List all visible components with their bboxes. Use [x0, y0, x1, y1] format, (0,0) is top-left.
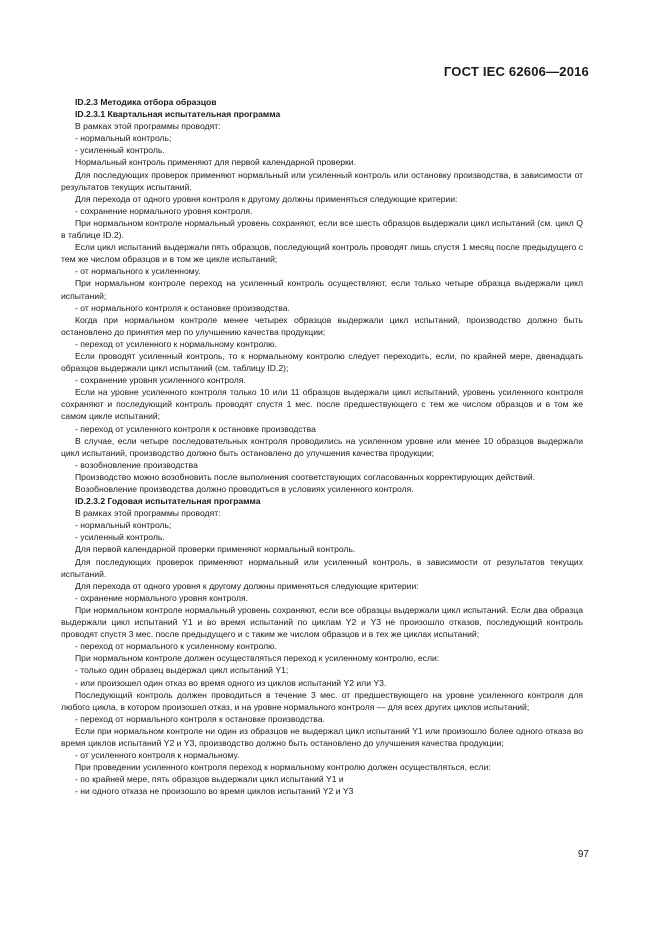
- paragraph: В рамках этой программы проводят:: [75, 508, 221, 519]
- paragraph: - охранение нормального уровня контроля.: [75, 592, 249, 603]
- paragraph: Если проводят усиленный контроль, то к нормальному контролю следует переходить, если, по крайней мере, двенадцать образцов выдержали цикл испытаний (см. таблицу ID.2);: [61, 350, 583, 374]
- paragraph: - от нормального контроля к остановке производства.: [75, 302, 290, 313]
- paragraph: - переход от усиленного к нормальному контролю.: [75, 338, 278, 349]
- paragraph: Для последующих проверок применяют нормальный или усиленный контроль или остановку производства, в зависимости от результатов текущих испытаний.: [61, 169, 583, 192]
- paragraph: - нормальный контроль;: [75, 133, 172, 144]
- paragraph: Для последующих проверок применяют нормальный или усиленный контроль, в зависимости от результатов текущих испытаний.: [61, 556, 583, 579]
- paragraph: Последующий контроль должен проводиться в течение 3 мес. от предшествующего на уровне усиленного контроля для любого цикла, в котором произошел отказ, и на уровне нормального контроля — для всех других циклов испытаний;: [61, 689, 583, 712]
- paragraph: При нормальном контроле нормальный уровень сохраняют, если все образцы выдержали цикл испытаний. Если два образца выдержали цикл испытаний Y1 и во время испытаний по циклам Y2 и Y3 не произошло отказов, последующий контроль проводят спустя 3 мес. после предыдущего и с таким же числом образцов и в тех же циклах испытаний;: [61, 604, 583, 640]
- paragraph: - усиленный контроль.: [75, 532, 165, 543]
- paragraph: Если на уровне усиленного контроля только 10 или 11 образцов выдержали цикл испытаний, уровень усиленного контроля сохраняют и последующий контроль проводят спустя 1 мес. после предшествующего с тем же числом образцов и в том же самом цикле испытаний;: [61, 387, 583, 422]
- paragraph: Для перехода от одного уровня к другому должны применяться следующие критерии:: [75, 580, 419, 591]
- paragraph: - сохранение нормального уровня контроля.: [75, 205, 253, 216]
- paragraph: - нормальный контроль;: [75, 520, 172, 531]
- paragraph: - сохранение уровня усиленного контроля.: [75, 375, 246, 386]
- paragraph: - или произошел один отказ во время одного из циклов испытаний Y2 или Y3.: [75, 677, 387, 688]
- paragraph: - переход от нормального контроля к остановке производства.: [75, 713, 325, 724]
- paragraph: - усиленный контроль.: [75, 145, 165, 156]
- paragraph: Нормальный контроль применяют для первой календарной проверки.: [75, 157, 356, 168]
- paragraph: В рамках этой программы проводят:: [75, 121, 221, 132]
- paragraph: - от усиленного контроля к нормальному.: [75, 750, 240, 761]
- paragraph: Если цикл испытаний выдержали пять образцов, последующий контроль проводят лишь спустя 1 месяц после предыдущего с тем же числом образцов и в том же цикле испытаний;: [61, 242, 583, 265]
- document-header: ГОСТ IEC 62606—2016: [443, 64, 589, 79]
- paragraph: При проведении усиленного контроля переход к нормальному контролю должен осуществляться, если:: [75, 762, 491, 773]
- paragraph: Когда при нормальном контроле менее четырех образцов выдержали цикл испытаний, производство должно быть остановлено до принятия мер по улучшению качества продукции;: [61, 314, 583, 337]
- paragraph: - возобновление производства: [75, 459, 198, 470]
- paragraph: - по крайней мере, пять образцов выдержали цикл испытаний Y1 и: [75, 774, 344, 785]
- paragraph: Производство можно возобновить после выполнения соответствующих согласованных корректирующих действий.: [75, 471, 536, 482]
- section-heading: ID.2.3 Методика отбора образцов: [75, 97, 217, 107]
- paragraph: - переход от нормального к усиленному контролю.: [75, 641, 278, 652]
- paragraph: - только один образец выдержал цикл испытаний Y1;: [75, 665, 289, 676]
- paragraph: При нормальном контроле переход на усиленный контроль осуществляют, если только четыре образца выдержали цикл испытаний;: [61, 278, 583, 301]
- paragraph: - переход от усиленного контроля к остановке производства: [75, 423, 316, 434]
- section-heading: ID.2.3.2 Годовая испытательная программа: [75, 496, 261, 507]
- section-heading: ID.2.3.1 Квартальная испытательная программа: [75, 109, 281, 120]
- paragraph: Если при нормальном контроле ни один из образцов не выдержал цикл испытаний Y1 или произошло более одного отказа во время циклов испытаний Y2 и Y3, производство должно быть остановлено до улучшения качества продукции;: [61, 725, 583, 748]
- document-body: [61, 96, 583, 797]
- paragraph: При нормальном контроле должен осуществляться переход к усиленному контролю, если:: [75, 653, 440, 664]
- paragraph: Возобновление производства должно проводиться в условиях усиленного контроля.: [75, 484, 414, 494]
- paragraph: При нормальном контроле нормальный уровень сохраняют, если все шесть образцов выдержали цикл испытаний (см. цикл Q в таблице ID.2).: [61, 217, 583, 241]
- paragraph: - от нормального к усиленному.: [75, 266, 201, 277]
- paragraph: Для первой календарной проверки применяют нормальный контроль.: [75, 544, 356, 555]
- paragraph: Для перехода от одного уровня контроля к другому должны применяться следующие критерии:: [75, 193, 458, 204]
- paragraph: В случае, если четыре последовательных контроля проводились на усиленном уровне или менее 10 образцов выдержали цикл испытаний, производство должно быть остановлено до улучшения качества продукции;: [61, 435, 583, 458]
- page-number: 97: [577, 849, 589, 860]
- paragraph: - ни одного отказа не произошло во время циклов испытаний Y2 и Y3: [75, 786, 354, 797]
